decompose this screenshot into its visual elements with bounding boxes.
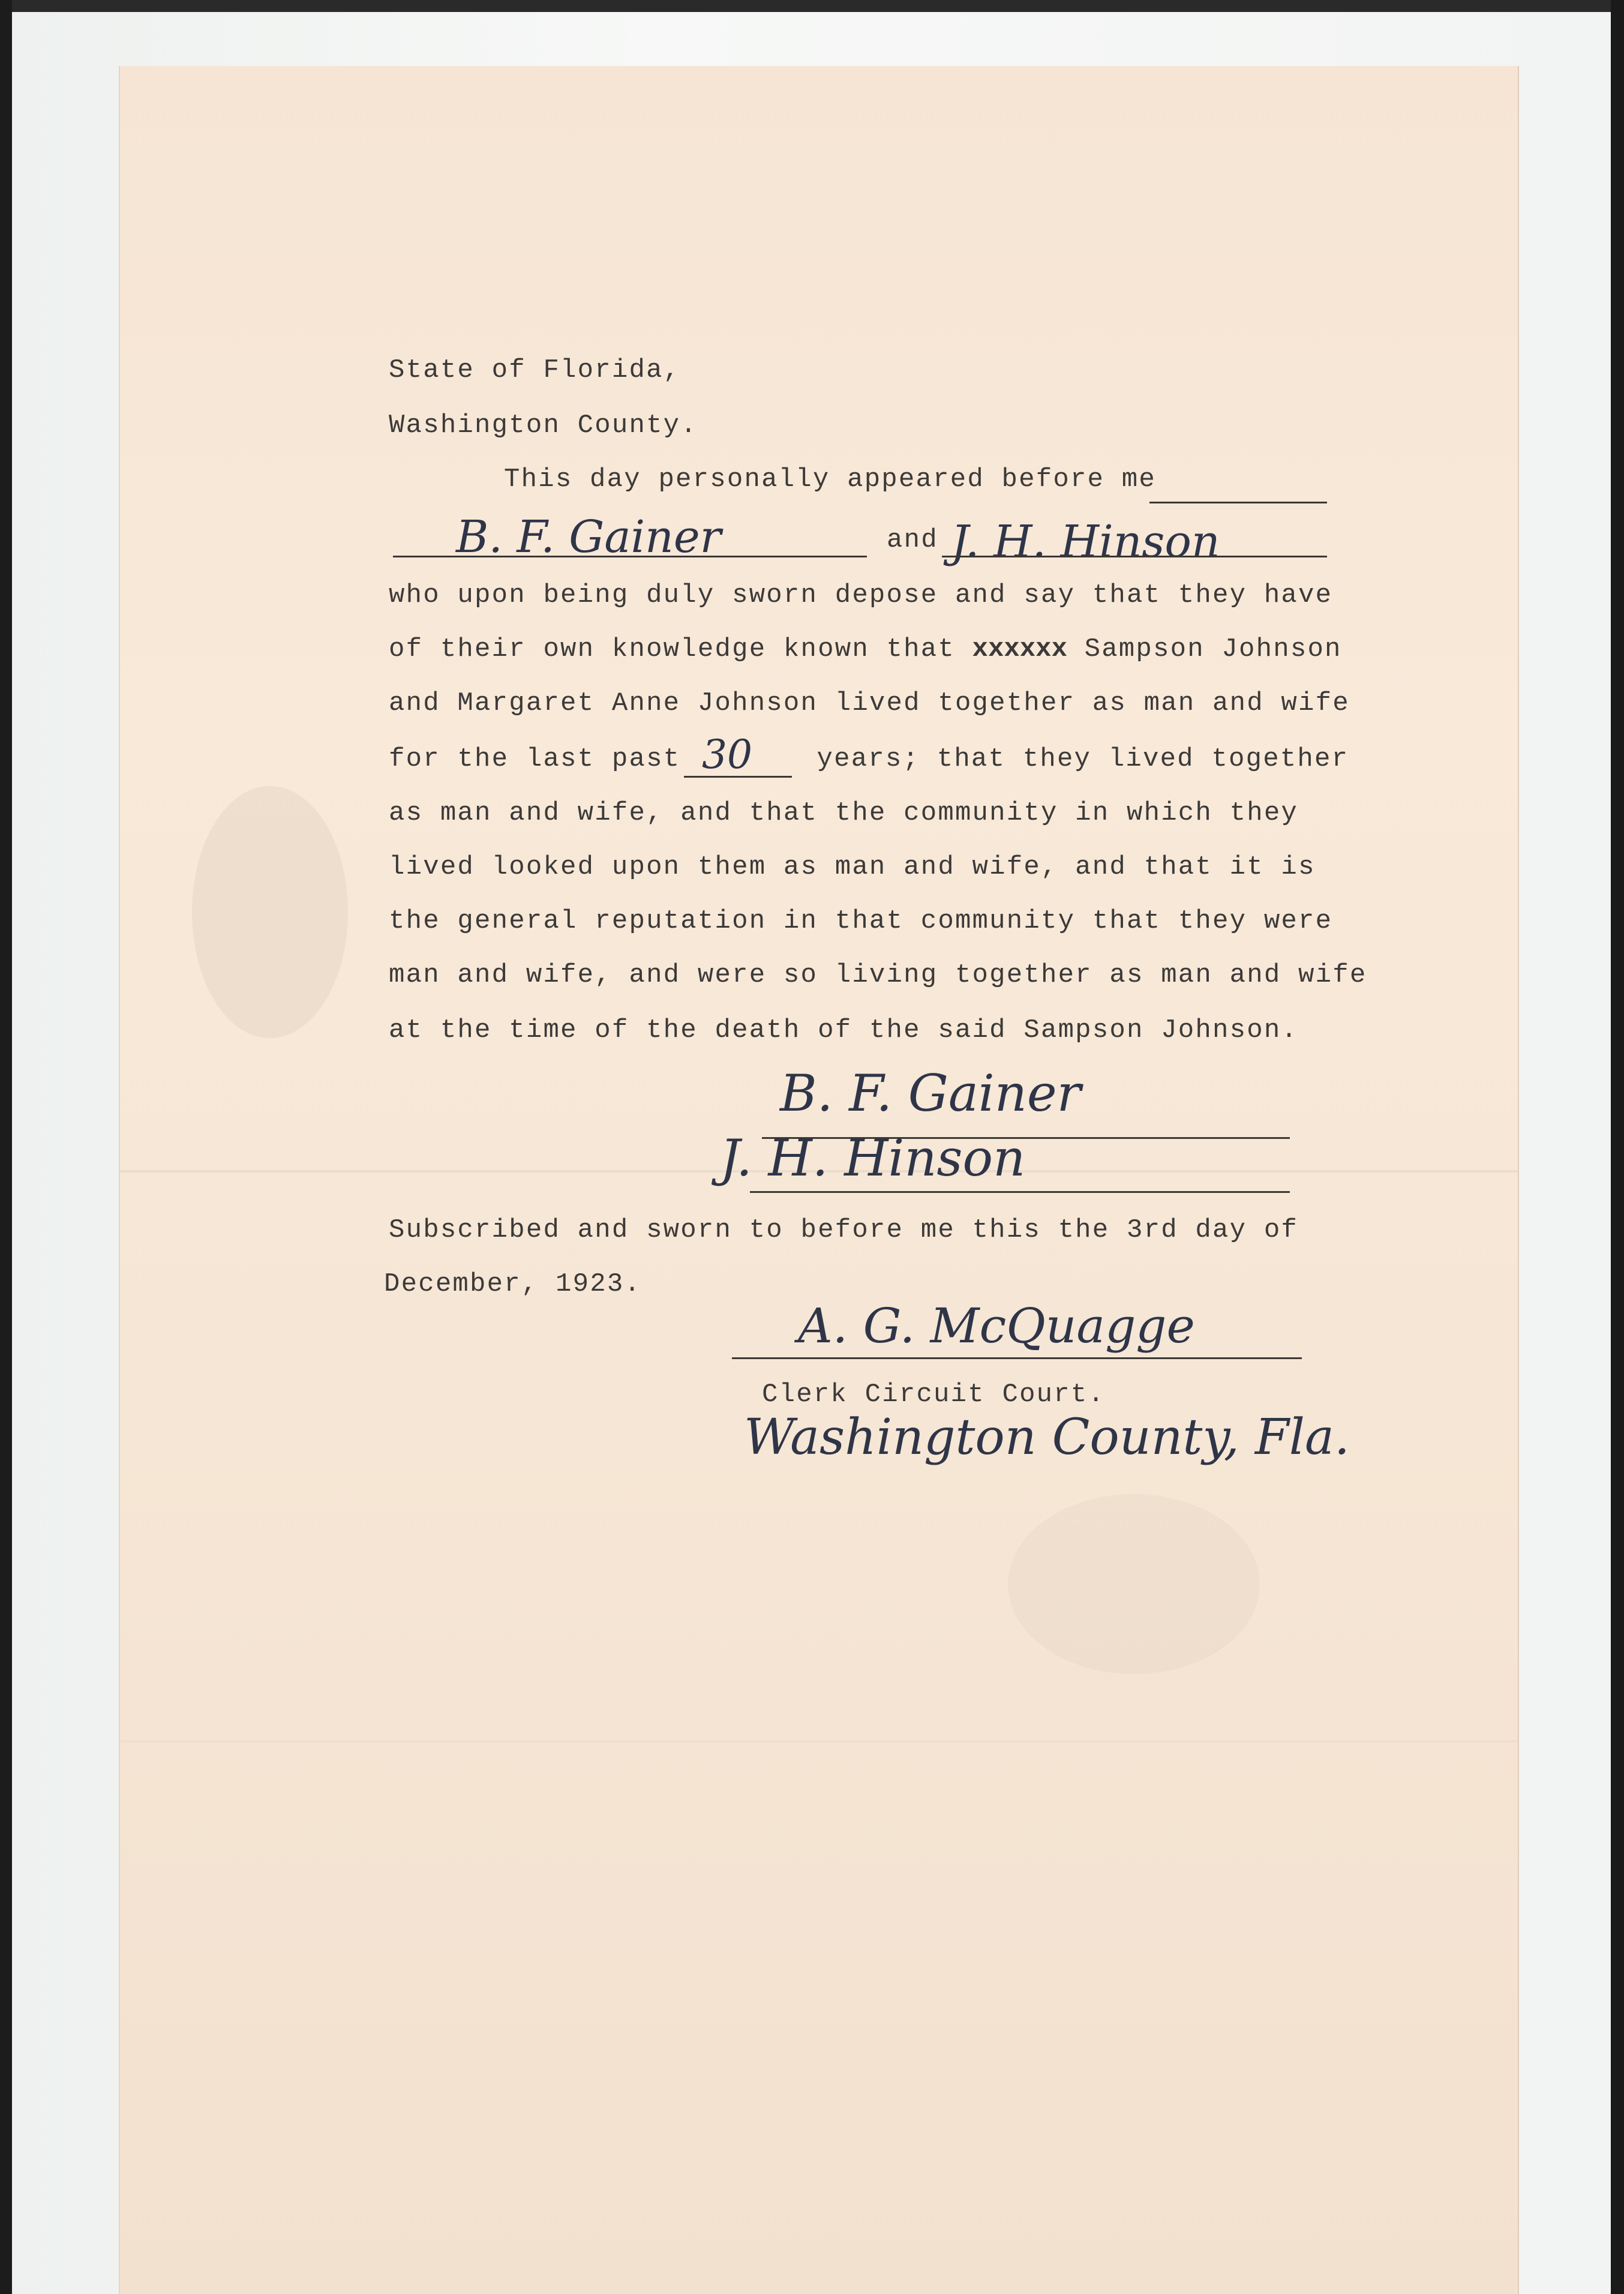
years-blank (684, 776, 792, 778)
body-line-7: as man and wife, and that the community in which they (389, 798, 1299, 828)
scanner-frame-top (0, 0, 1624, 12)
body-line-6-pre: for the last past (389, 744, 698, 774)
scanner-frame-right (1611, 0, 1624, 2294)
body-line-4-post: Sampson Johnson (1067, 634, 1342, 664)
body-line-10: man and wife, and were so living together as man and wife (389, 960, 1367, 990)
clerk-county-handwritten: Washington County, Fla. (744, 1409, 1350, 1466)
signature-blank (1149, 502, 1327, 503)
intro-text: This day personally appeared before me (504, 464, 1156, 494)
affiant-1-signature: B. F. Gainer (456, 511, 722, 563)
years-handwritten: 30 (702, 731, 752, 778)
county-heading: Washington County. (389, 410, 698, 440)
body-line-9: the general reputation in that community that they were (389, 906, 1333, 936)
paper-fold (120, 1740, 1518, 1743)
struck-out-text: xxxxxx (972, 634, 1067, 664)
body-line-6 (389, 746, 1349, 772)
and-text: and (887, 525, 938, 555)
paper-stain (1008, 1494, 1260, 1674)
body-line-8: lived looked upon them as man and wife, and that it is (389, 852, 1316, 882)
affiant-2-blank (942, 556, 1327, 557)
clerk-signature-line (732, 1357, 1302, 1359)
paper-stain (192, 786, 348, 1038)
affiant-1-blank (393, 556, 867, 557)
state-heading: State of Florida, (389, 355, 681, 385)
affiant-2-signature: J. H. Hinson (951, 516, 1220, 568)
clerk-signature: A. G. McQuagge (798, 1298, 1195, 1354)
affiant-1-final-signature: B. F. Gainer (780, 1064, 1081, 1123)
body-line-4-pre: of their own knowledge known that (389, 634, 972, 664)
jurat-line-2: December, 1923. (384, 1269, 642, 1299)
body-line-4 (389, 636, 1342, 662)
body-line-3: who upon being duly sworn depose and say that they have (389, 580, 1333, 610)
scanner-frame-left (0, 0, 12, 2294)
clerk-title: Clerk Circuit Court. (762, 1380, 1106, 1410)
signature-line-2 (750, 1191, 1290, 1193)
jurat-line-1: Subscribed and sworn to before me this the 3rd day of (389, 1215, 1299, 1245)
affiant-2-final-signature: J. H. Hinson (720, 1129, 1026, 1188)
body-line-6-post: years; that they lived together (799, 744, 1349, 774)
body-line-5: and Margaret Anne Johnson lived together as man and wife (389, 688, 1350, 718)
body-line-11: at the time of the death of the said Sampson Johnson. (389, 1015, 1299, 1045)
